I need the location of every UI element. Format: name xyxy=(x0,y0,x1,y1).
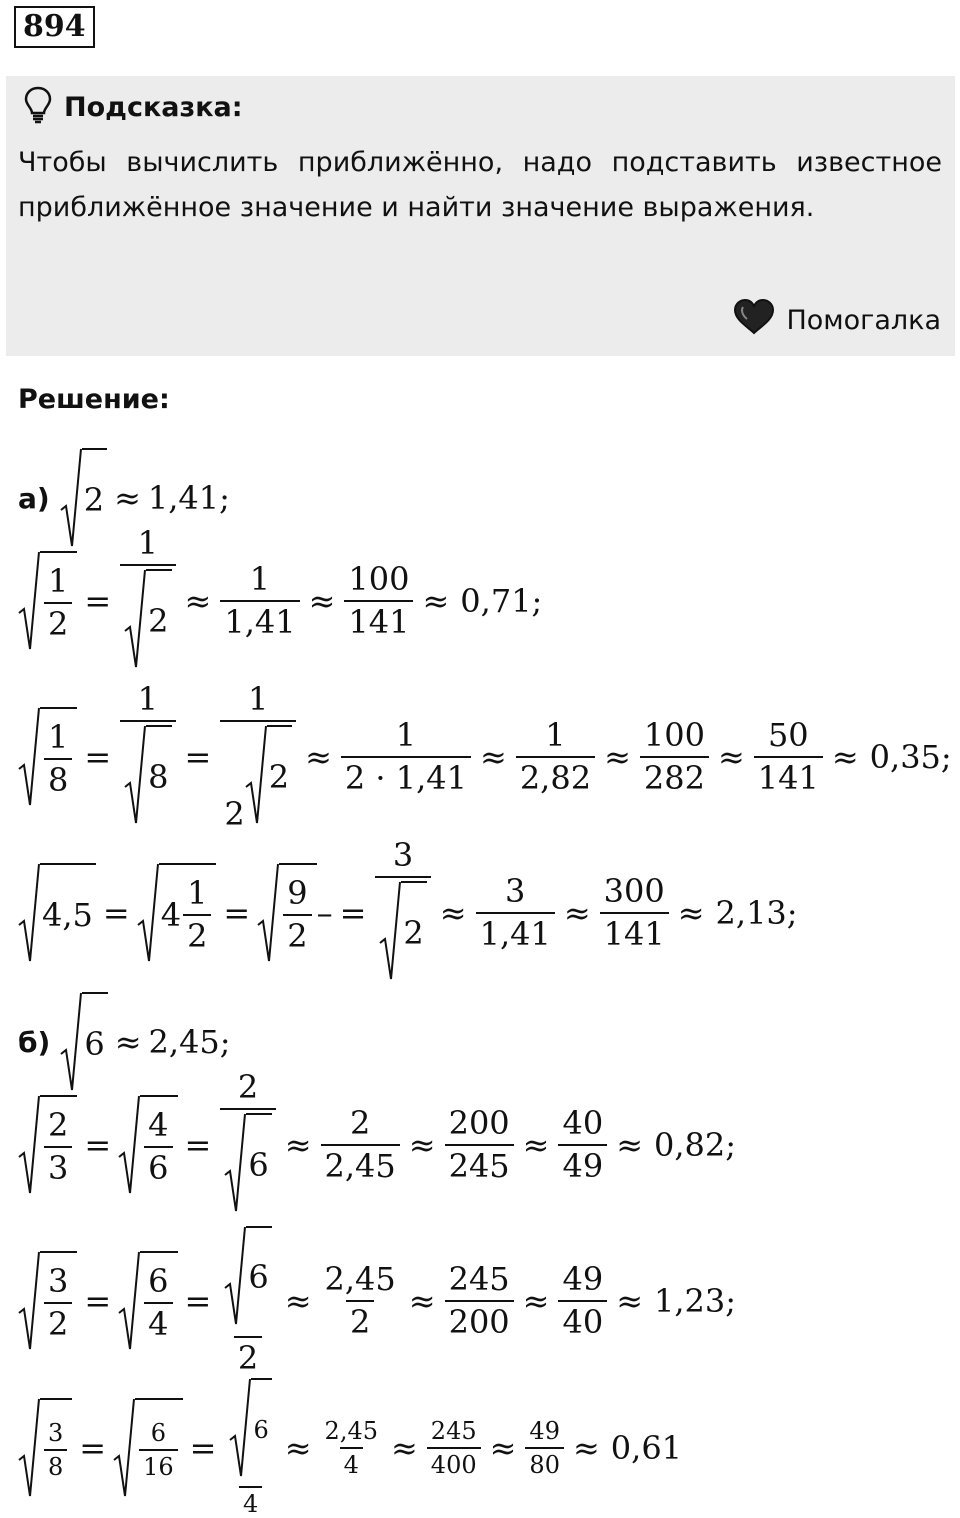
numerator: 2 xyxy=(237,1068,259,1106)
numerator: 2,45 xyxy=(324,1260,396,1298)
fraction xyxy=(220,1226,275,1376)
numerator: 1 xyxy=(48,562,69,600)
sqrt xyxy=(245,725,292,825)
approx-sign: ≈ xyxy=(831,738,859,777)
denominator: 2 xyxy=(283,914,311,954)
denominator: 141 xyxy=(600,912,669,952)
radicand xyxy=(279,863,316,963)
fraction xyxy=(183,876,211,954)
radicand: 2 xyxy=(401,881,426,981)
result: 0,71; xyxy=(460,582,543,621)
equals-sign: = xyxy=(84,582,112,621)
denominator xyxy=(120,564,175,676)
radicand: 6 xyxy=(251,1378,271,1478)
radical-sign-icon xyxy=(379,881,401,981)
denominator: 1,41 xyxy=(476,912,555,952)
hint-text: Чтобы вычислить приближённо, надо подставить известное приближённое значение и найти значение выражения. xyxy=(18,147,942,223)
denominator: 282 xyxy=(640,756,709,796)
fraction xyxy=(220,682,296,832)
radicand xyxy=(40,551,77,651)
fraction xyxy=(516,718,595,796)
equals-sign: = xyxy=(102,894,130,933)
fraction xyxy=(344,562,413,640)
fraction xyxy=(321,1262,400,1340)
fraction xyxy=(445,1106,514,1184)
radical-sign-icon xyxy=(18,1251,40,1351)
sqrt xyxy=(118,1095,177,1195)
radicand xyxy=(40,1095,77,1195)
approx-sign: ≈ xyxy=(114,479,141,517)
radical-sign-icon xyxy=(245,725,267,825)
solution-title: Решение: xyxy=(18,384,170,415)
numerator: 100 xyxy=(348,560,410,598)
numerator: 3 xyxy=(48,1418,64,1447)
sqrt xyxy=(257,863,316,963)
denominator: 16 xyxy=(139,1449,178,1480)
result: 1,23; xyxy=(654,1282,737,1321)
sqrt xyxy=(137,863,217,963)
numerator: 3 xyxy=(48,1262,69,1300)
sqrt xyxy=(113,1398,183,1498)
radical-sign-icon xyxy=(229,1378,251,1478)
numerator: 6 xyxy=(150,1418,166,1447)
radical-sign-icon xyxy=(18,1398,40,1498)
hint-title: Подсказка: xyxy=(64,91,243,123)
part-b-line-1 xyxy=(18,1070,736,1220)
denominator: 8 xyxy=(44,758,72,798)
denominator: 3 xyxy=(44,1146,72,1186)
approx-sign: ≈ xyxy=(114,1023,142,1061)
fraction xyxy=(321,1418,382,1479)
sqrt xyxy=(18,1251,77,1351)
part-a-line-2 xyxy=(18,682,952,832)
equals-sign: = xyxy=(184,1126,212,1165)
radical-sign-icon xyxy=(118,1251,140,1351)
radical-sign-icon xyxy=(18,707,40,807)
numerator: 1 xyxy=(48,718,69,756)
radicand: 6 xyxy=(246,1113,271,1213)
approx-sign: ≈ xyxy=(489,1428,517,1467)
numerator: 1 xyxy=(137,680,159,718)
fraction xyxy=(44,1420,67,1481)
part-a-line-3: 4,5 = 4 $\frac{1}{2}$ = $\frac{9}{2}$ – = $\frac{3}{2}$ ≈ $\frac{3}{1,41}$ ≈ $\frac{300}{141}$ ≈ 2,13; xyxy=(18,838,798,988)
fraction xyxy=(44,564,72,642)
radicand: 8 xyxy=(146,725,171,825)
part-a-line-1 xyxy=(18,526,542,676)
fraction xyxy=(144,1264,172,1342)
approx-value: 1,41; xyxy=(147,479,230,517)
numerator: 4 xyxy=(148,1106,169,1144)
denominator: 80 xyxy=(525,1447,564,1478)
sqrt xyxy=(18,707,77,807)
fraction xyxy=(558,1106,607,1184)
numerator xyxy=(225,1378,275,1486)
heart-icon xyxy=(732,298,786,343)
radicand xyxy=(40,1251,77,1351)
approx-value: 2,45; xyxy=(148,1023,231,1061)
radical-sign-icon xyxy=(137,863,159,963)
radical-sign-icon xyxy=(113,1398,135,1498)
sqrt xyxy=(118,1251,177,1351)
fraction xyxy=(44,1108,72,1186)
fraction xyxy=(44,720,72,798)
sqrt xyxy=(224,1113,271,1213)
denominator: 6 xyxy=(144,1146,172,1186)
approx-sign: ≈ xyxy=(677,894,705,933)
fraction xyxy=(600,874,669,952)
result: 0,82; xyxy=(654,1126,737,1165)
denominator: 4 xyxy=(340,1447,363,1478)
approx-sign: ≈ xyxy=(616,1282,643,1321)
approx-sign: ≈ xyxy=(308,582,336,621)
part-b-line-3 xyxy=(18,1378,682,1518)
numerator: 40 xyxy=(562,1104,604,1142)
hint-header xyxy=(22,88,243,126)
radicand xyxy=(40,707,77,807)
sqrt xyxy=(124,725,171,825)
radicand xyxy=(135,1398,183,1498)
radicand xyxy=(140,1251,177,1351)
numerator: 2 xyxy=(349,1104,371,1142)
approx-sign: ≈ xyxy=(408,1282,436,1321)
numerator: 9 xyxy=(287,874,308,912)
result: 2,13; xyxy=(715,894,798,933)
task-number: 894 xyxy=(14,6,95,48)
part-a-label: а) xyxy=(18,481,50,515)
numerator: 1 xyxy=(249,560,271,598)
fraction xyxy=(445,1262,514,1340)
sqrt xyxy=(18,1398,72,1498)
fraction xyxy=(525,1418,564,1479)
fraction xyxy=(120,682,175,832)
denominator: 400 xyxy=(427,1447,481,1478)
sqrt xyxy=(379,881,426,981)
numerator: 1 xyxy=(395,716,417,754)
radicand: 2 xyxy=(146,569,171,669)
radical-sign-icon xyxy=(124,725,146,825)
approx-sign: ≈ xyxy=(717,738,745,777)
result: 0,35; xyxy=(869,738,952,777)
denominator: 40 xyxy=(558,1300,607,1340)
radical-sign-icon xyxy=(18,551,40,651)
denominator: 4 xyxy=(239,1486,262,1517)
denominator: 141 xyxy=(754,756,823,796)
fraction xyxy=(139,1420,178,1481)
denominator: 2 xyxy=(234,1336,262,1376)
radicand xyxy=(140,1095,177,1195)
approx-sign: ≈ xyxy=(522,1282,550,1321)
denominator: 2 xyxy=(44,602,72,642)
numerator: 50 xyxy=(767,716,809,754)
denominator: 2 xyxy=(183,914,211,954)
radicand: 2 xyxy=(82,448,107,548)
part-b-line-2 xyxy=(18,1226,736,1376)
equals-sign: = xyxy=(84,1282,112,1321)
numerator: 300 xyxy=(603,872,665,910)
fraction xyxy=(220,562,299,640)
radical-sign-icon xyxy=(124,569,146,669)
sqrt xyxy=(124,569,171,669)
radical-sign-icon xyxy=(118,1095,140,1195)
fraction xyxy=(341,718,471,796)
lightbulb-icon xyxy=(22,85,54,129)
approx-sign: ≈ xyxy=(563,894,591,933)
equals-sign: = xyxy=(84,738,112,777)
denominator: 2 · 1,41 xyxy=(341,756,471,796)
equals-sign: = xyxy=(184,1282,212,1321)
numerator: 2 xyxy=(48,1106,69,1144)
radicand: 4 $\frac{1}{2}$ xyxy=(159,863,217,963)
denominator xyxy=(375,876,430,988)
equals-sign: = xyxy=(339,894,367,933)
denominator: 2,45 xyxy=(321,1144,400,1184)
part-b-label: б) xyxy=(18,1025,51,1059)
sqrt xyxy=(18,1095,77,1195)
denominator: 49 xyxy=(558,1144,607,1184)
fraction xyxy=(283,876,311,954)
numerator: 1 xyxy=(187,874,208,912)
approx-sign: ≈ xyxy=(390,1428,418,1467)
denominator: 8 xyxy=(44,1449,67,1480)
numerator: 6 xyxy=(148,1262,169,1300)
approx-sign: ≈ xyxy=(284,1428,312,1467)
radicand: 4,5 xyxy=(40,863,96,963)
numerator: 3 xyxy=(505,872,526,910)
fraction xyxy=(144,1108,172,1186)
radicand: 6 xyxy=(246,1226,271,1326)
radical-sign-icon xyxy=(18,863,40,963)
approx-sign: ≈ xyxy=(184,582,212,621)
denominator: 141 xyxy=(344,600,413,640)
denominator: 245 xyxy=(445,1144,514,1184)
radicand: 2 xyxy=(267,725,292,825)
sqrt xyxy=(224,1226,271,1326)
sqrt xyxy=(18,863,96,963)
approx-sign: ≈ xyxy=(439,894,467,933)
approx-sign: ≈ xyxy=(305,738,332,777)
denominator: 200 xyxy=(445,1300,514,1340)
equals-sign: = xyxy=(189,1428,217,1467)
radical-sign-icon xyxy=(18,1095,40,1195)
numerator: 2,45 xyxy=(324,1416,378,1445)
numerator: 1 xyxy=(137,524,159,562)
denominator xyxy=(220,1108,275,1220)
numerator: 1 xyxy=(248,680,269,718)
result: 0,61 xyxy=(610,1428,683,1467)
hint-box xyxy=(6,76,955,356)
numerator xyxy=(220,1226,275,1336)
denominator: 4 xyxy=(144,1302,172,1342)
brand-label: Помогалка xyxy=(786,305,941,336)
approx-sign: ≈ xyxy=(616,1126,643,1165)
fraction xyxy=(44,1264,72,1342)
denominator: 2 2 xyxy=(220,720,296,832)
approx-sign: ≈ xyxy=(480,738,507,777)
denominator: 2,82 xyxy=(516,756,595,796)
fraction xyxy=(558,1262,607,1340)
approx-sign: ≈ xyxy=(572,1428,600,1467)
approx-sign: ≈ xyxy=(522,1126,550,1165)
denominator: 1,41 xyxy=(220,600,299,640)
radicand xyxy=(40,1398,72,1498)
equals-sign: = xyxy=(184,738,212,777)
fraction xyxy=(321,1106,400,1184)
fraction xyxy=(427,1418,481,1479)
sqrt xyxy=(229,1378,271,1478)
numerator: 245 xyxy=(448,1260,510,1298)
fraction xyxy=(220,1070,275,1220)
fraction xyxy=(640,718,709,796)
equals-sign: = xyxy=(223,894,251,933)
radicand: 6 xyxy=(82,992,107,1092)
numerator: 3 xyxy=(392,836,414,874)
denominator: 2 xyxy=(346,1300,374,1340)
numerator: 200 xyxy=(448,1104,510,1142)
approx-sign: ≈ xyxy=(422,582,450,621)
fraction xyxy=(754,718,823,796)
approx-sign: ≈ xyxy=(604,738,631,777)
numerator: 100 xyxy=(643,716,705,754)
denominator xyxy=(120,720,175,832)
approx-sign: ≈ xyxy=(408,1126,436,1165)
equals-sign: = xyxy=(79,1428,107,1467)
radical-sign-icon xyxy=(224,1113,246,1213)
numerator: 245 xyxy=(430,1416,477,1445)
numerator: 49 xyxy=(529,1416,560,1445)
radical-sign-icon xyxy=(224,1226,246,1326)
fraction xyxy=(120,526,175,676)
denominator: 2 xyxy=(44,1302,72,1342)
fraction xyxy=(225,1378,275,1518)
numerator: 1 xyxy=(545,716,566,754)
numerator: 49 xyxy=(562,1260,604,1298)
approx-sign: ≈ xyxy=(284,1282,312,1321)
sqrt xyxy=(18,551,77,651)
fraction xyxy=(476,874,555,952)
radical-sign-icon xyxy=(257,863,279,963)
brand[interactable] xyxy=(732,298,941,343)
fraction xyxy=(375,838,430,988)
equals-sign: = xyxy=(84,1126,112,1165)
approx-sign: ≈ xyxy=(284,1126,312,1165)
